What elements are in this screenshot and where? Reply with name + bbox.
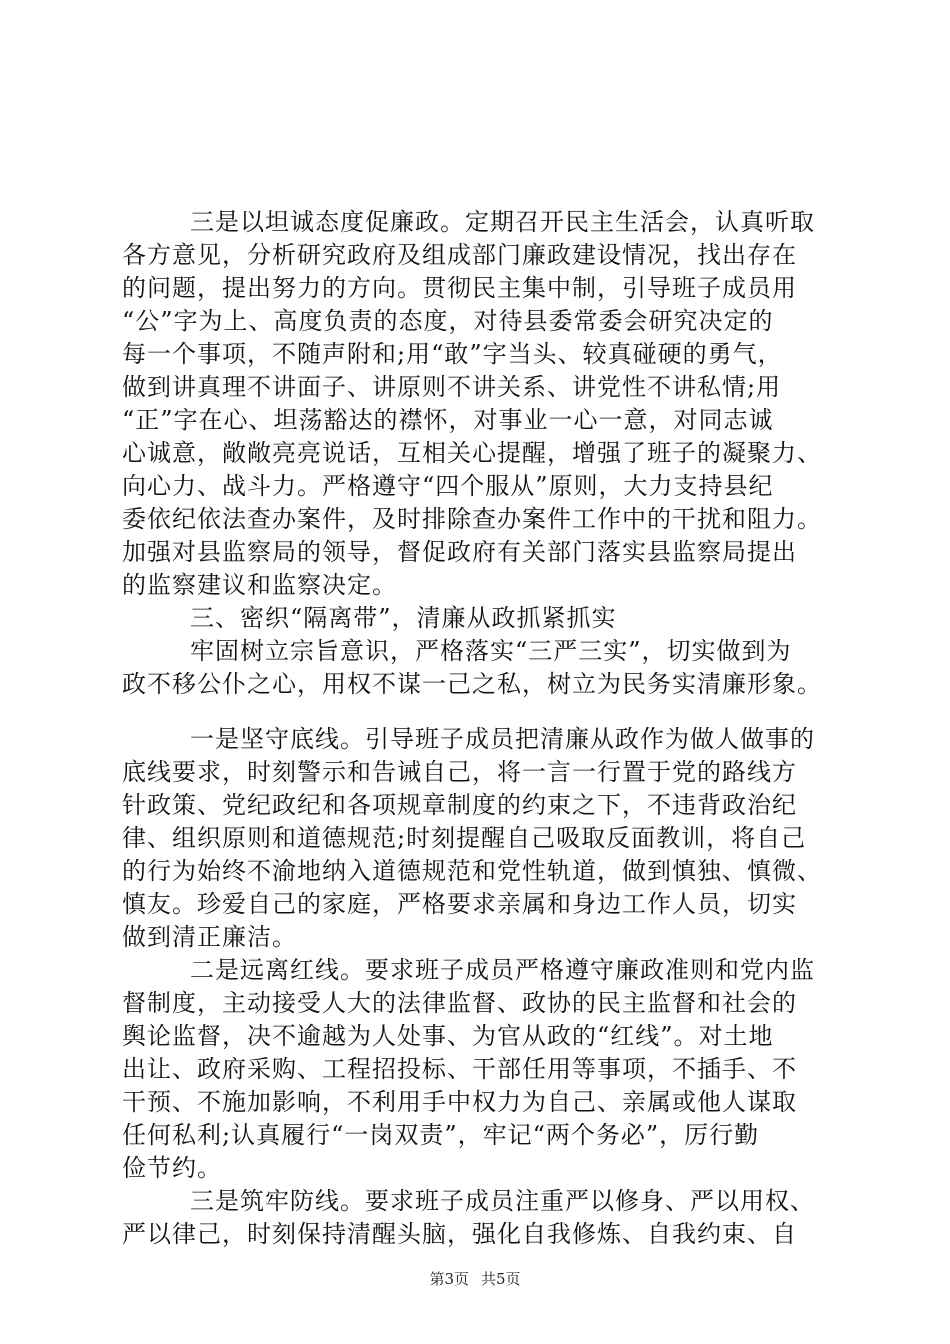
text-line: 政不移公仆之心，用权不谋一己之私，树立为民务实清廉形象。 (122, 670, 822, 698)
text-line: 针政策、党纪政纪和各项规章制度的约束之下，不违背政治纪 (122, 791, 797, 819)
text-line: 加强对县监察局的领导，督促政府有关部门落实县监察局提出 (122, 538, 797, 566)
text-line: 干预、不施加影响，不利用手中权力为自己、亲属或他人谋取 (122, 1088, 797, 1116)
text-line: “正”字在心、坦荡豁达的襟怀，对事业一心一意，对同志诚 (122, 406, 774, 434)
page-number: 第3页 (429, 1270, 469, 1288)
text-line: 的行为始终不渝地纳入道德规范和党性轨道，做到慎独、慎微、 (122, 857, 822, 885)
text-line: 慎友。珍爱自己的家庭，严格要求亲属和身边工作人员，切实 (122, 890, 797, 918)
text-line: “公”字为上、高度负责的态度，对待县委常委会研究决定的 (122, 307, 774, 335)
text-line: 委依纪依法查办案件，及时排除查办案件工作中的干扰和阻力。 (122, 505, 822, 533)
text-line: 各方意见，分析研究政府及组成部门廉政建设情况，找出存在 (122, 241, 797, 269)
text-line: 做到清正廉洁。 (122, 923, 297, 951)
text-line: 严以律己，时刻保持清醒头脑，强化自我修炼、自我约束、自 (122, 1220, 797, 1248)
text-line: 的问题，提出努力的方向。贯彻民主集中制，引导班子成员用 (122, 274, 797, 302)
text-line: 律、组织原则和道德规范;时刻提醒自己吸取反面教训，将自己 (122, 824, 807, 852)
text-line: 每一个事项，不随声附和;用“敢”字当头、较真碰硬的勇气， (122, 340, 783, 368)
page-footer (0, 1268, 950, 1289)
text-line: 底线要求，时刻警示和告诫自己，将一言一行置于党的路线方 (122, 758, 797, 786)
text-line: 三是以坦诚态度促廉政。定期召开民主生活会，认真听取 (190, 208, 815, 236)
text-line: 二是远离红线。要求班子成员严格遵守廉政准则和党内监 (190, 956, 815, 984)
text-line: 舆论监督，决不逾越为人处事、为官从政的“红线”。对土地 (122, 1022, 774, 1050)
section-heading: 三、密织“隔离带”，清廉从政抓紧抓实 (190, 604, 617, 632)
text-line: 的监察建议和监察决定。 (122, 571, 397, 599)
text-line: 牢固树立宗旨意识，严格落实“三严三实”，切实做到为 (190, 637, 792, 665)
text-line: 做到讲真理不讲面子、讲原则不讲关系、讲党性不讲私情;用 (122, 373, 782, 401)
text-line: 一是坚守底线。引导班子成员把清廉从政作为做人做事的 (190, 725, 815, 753)
text-line: 督制度，主动接受人大的法律监督、政协的民主监督和社会的 (122, 989, 797, 1017)
page-total: 共5页 (481, 1270, 521, 1288)
text-line: 心诚意，敞敞亮亮说话，互相关心提醒，增强了班子的凝聚力、 (122, 439, 822, 467)
text-line: 任何私利;认真履行“一岗双责”，牢记“两个务必”，厉行勤 (122, 1121, 760, 1149)
text-line: 俭节约。 (122, 1154, 222, 1182)
text-line: 三是筑牢防线。要求班子成员注重严以修身、严以用权、 (190, 1187, 815, 1215)
text-line: 出让、政府采购、工程招投标、干部任用等事项，不插手、不 (122, 1055, 797, 1083)
text-line: 向心力、战斗力。严格遵守“四个服从”原则，大力支持县纪 (122, 472, 774, 500)
